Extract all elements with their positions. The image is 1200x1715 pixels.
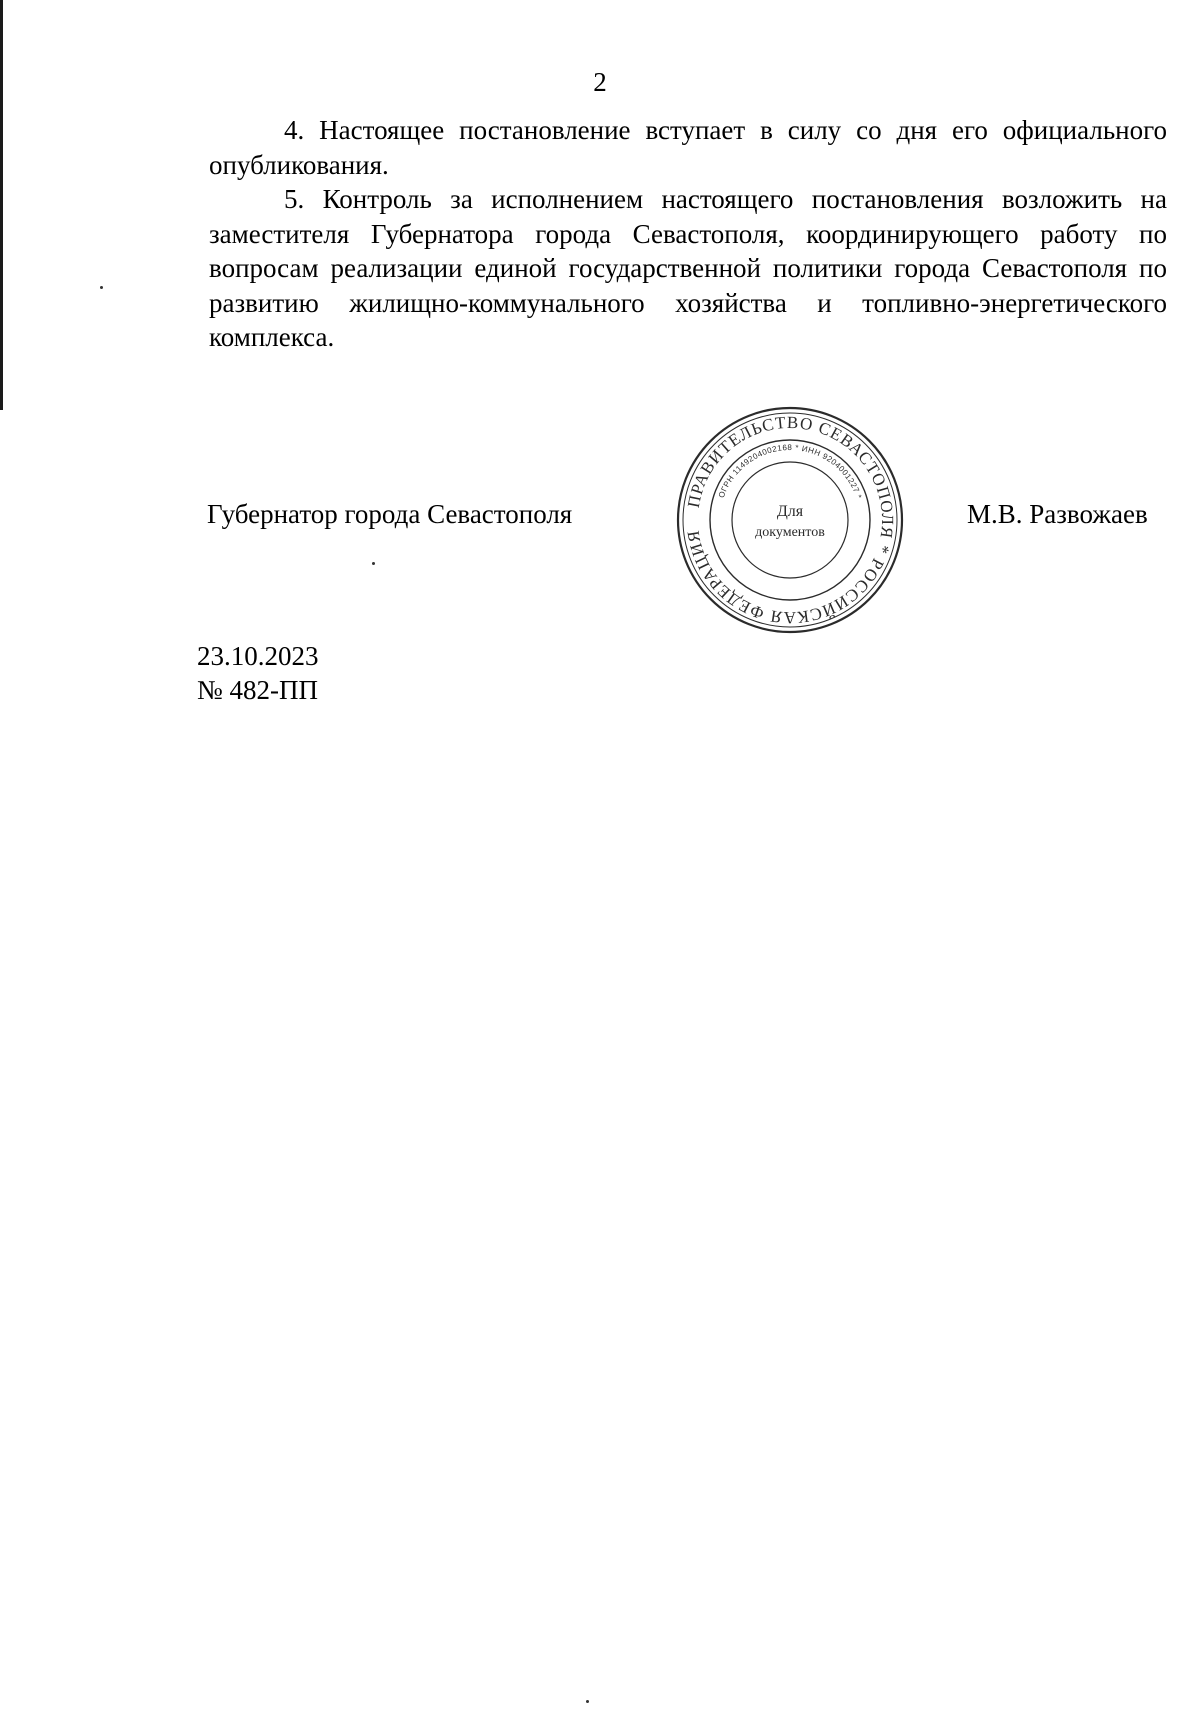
document-date: 23.10.2023: [197, 641, 319, 671]
document-body: [209, 113, 1167, 355]
signer-name: М.В. Развожаев: [967, 499, 1148, 529]
official-seal-stamp: [670, 400, 910, 640]
scan-dot: [586, 1700, 589, 1703]
seal-inner-text: ОГРН 1149204002168 * ИНН 9204001227 *: [716, 442, 864, 501]
scan-edge-line: [0, 0, 3, 410]
page-number: 2: [593, 67, 607, 97]
scan-dot: [100, 286, 103, 289]
paragraph-4: 4. Настоящее постановление вступает в силу со дня его официального опубликования.: [209, 115, 1167, 180]
signer-title: Губернатор города Севастополя: [207, 499, 573, 529]
document-meta: [197, 639, 319, 707]
document-number: № 482-ПП: [197, 675, 318, 705]
seal-outer-text: ПРАВИТЕЛЬСТВО СЕВАСТОПОЛЯ * РОССИЙСКАЯ ФЕДЕРАЦИЯ: [683, 412, 898, 628]
paragraph-5: 5. Контроль за исполнением настоящего постановления возложить на заместителя Губернатора города Севастополя, координирующего работу по вопросам реализации единой государственной политики города Севастополя по развитию жилищно-коммунального хозяйства и топливно-энергетического комплекса.: [209, 184, 1167, 352]
seal-center-line2: документов: [755, 525, 825, 540]
seal-center-line1: Для: [776, 503, 804, 520]
signature-block: [0, 400, 1200, 640]
